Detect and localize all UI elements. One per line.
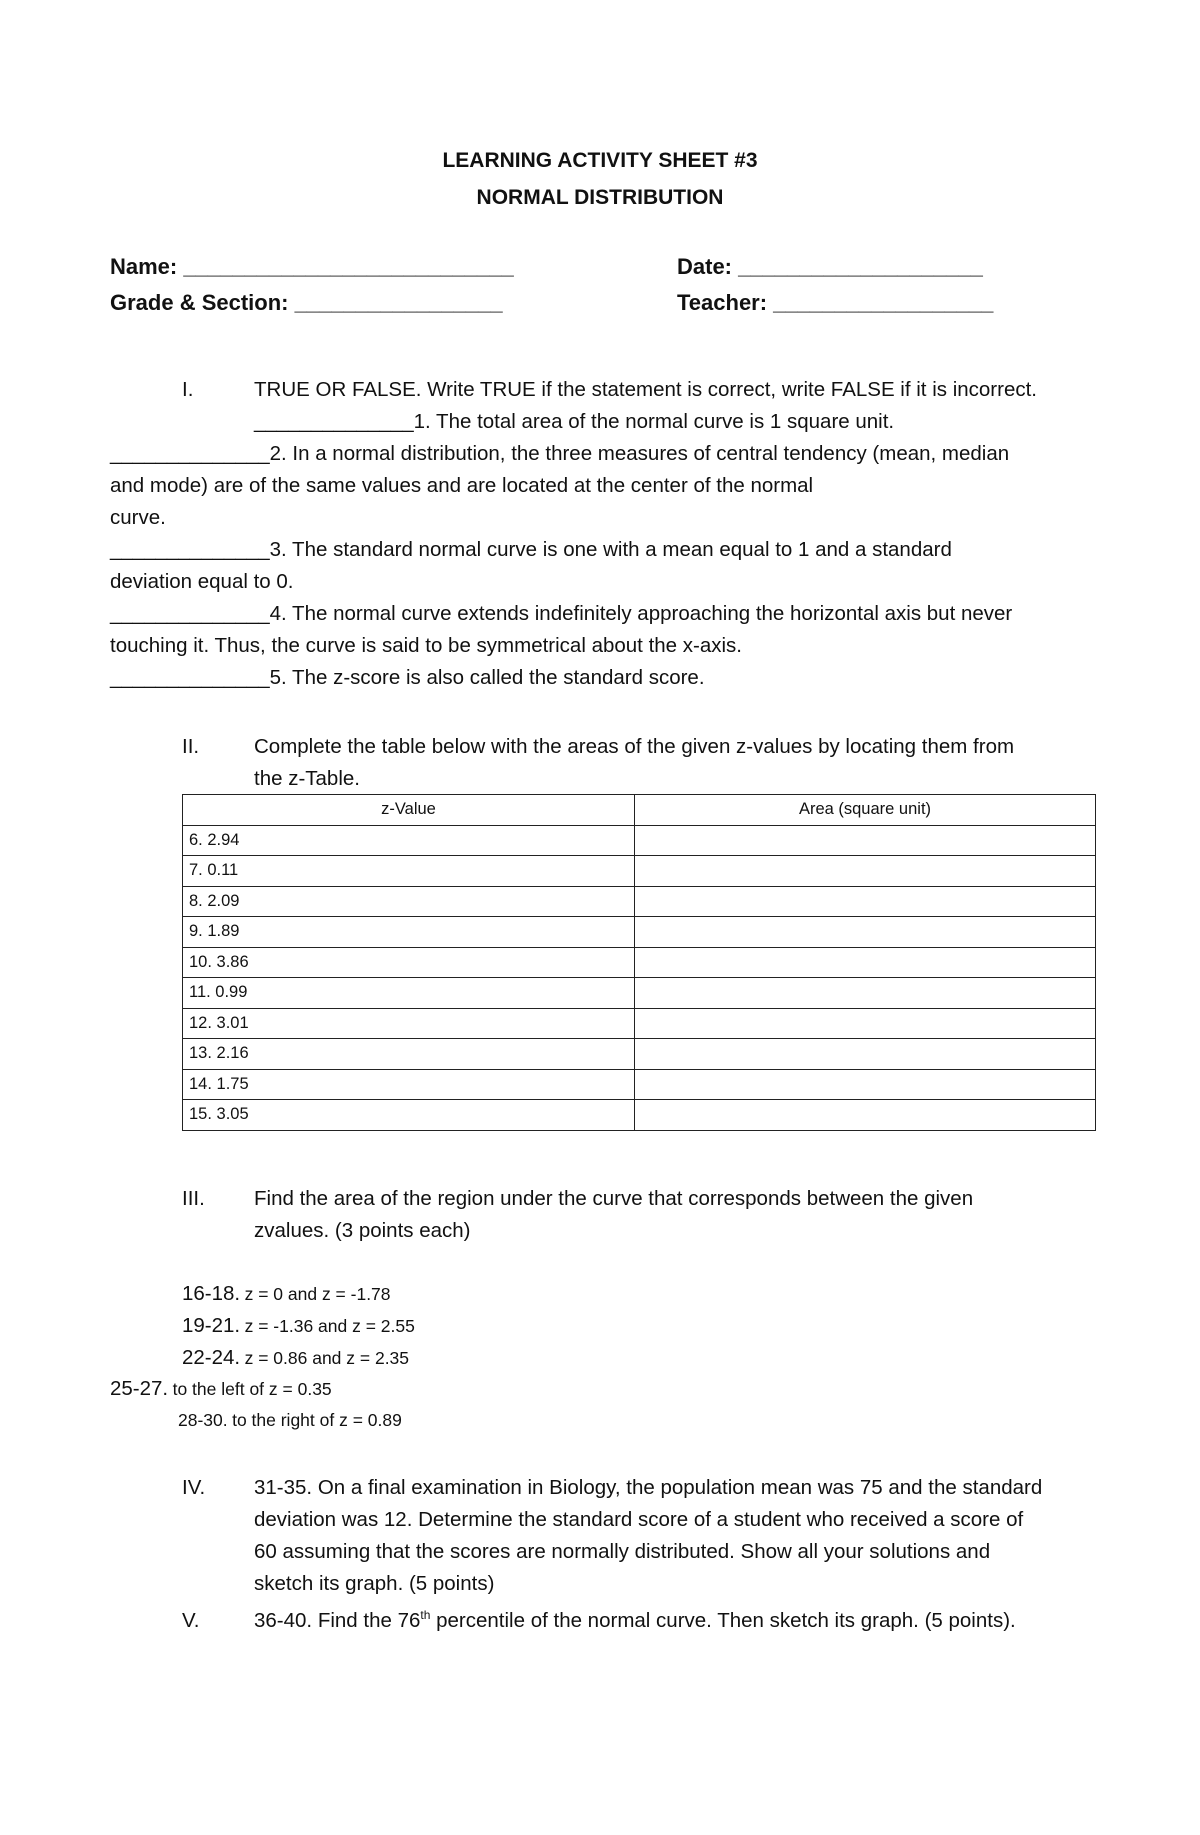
z-value-cell: 6. 2.94	[183, 825, 635, 856]
table-header-row	[183, 795, 1096, 826]
part-2-instruction-continued: the z-Table.	[254, 767, 360, 790]
part-4-text: 31-35. On a final examination in Biology, the population mean was 75 and the standard	[254, 1476, 1043, 1499]
table-row	[183, 978, 1096, 1009]
part-3-instruction-continued: zvalues. (3 points each)	[254, 1219, 471, 1242]
answer-blank: ______________	[110, 666, 270, 689]
z-value-cell: 11. 0.99	[183, 978, 635, 1009]
part-3-numeral: III.	[182, 1187, 205, 1210]
item-number: 16-18.	[182, 1282, 241, 1305]
part-2-numeral: II.	[182, 735, 200, 758]
grade-section-field: Grade & Section: _________________	[110, 290, 503, 315]
part-5-text-start: 36-40. Find the 76	[254, 1609, 421, 1632]
list-item	[182, 1348, 409, 1369]
item-text: z = -1.36 and z = 2.55	[244, 1316, 415, 1336]
statement-text: 1. The total area of the normal curve is 1 square unit.	[413, 410, 895, 433]
z-value-table	[182, 794, 1096, 1131]
z-value-cell: 12. 3.01	[183, 1008, 635, 1039]
list-item	[182, 1316, 415, 1337]
part-5-numeral: V.	[182, 1609, 200, 1632]
area-cell[interactable]	[635, 886, 1096, 917]
item-number: 22-24.	[182, 1346, 241, 1369]
table-row	[183, 825, 1096, 856]
area-cell[interactable]	[635, 947, 1096, 978]
z-value-cell: 8. 2.09	[183, 886, 635, 917]
item-text: to the left of z = 0.35	[172, 1379, 332, 1399]
table-row	[183, 1039, 1096, 1070]
part-5-text-end: percentile of the normal curve. Then sketch its graph. (5 points).	[430, 1609, 1016, 1632]
list-item	[110, 668, 705, 689]
z-value-cell: 9. 1.89	[183, 917, 635, 948]
table-row	[183, 1008, 1096, 1039]
z-value-cell: 10. 3.86	[183, 947, 635, 978]
worksheet-subtitle: NORMAL DISTRIBUTION	[476, 186, 724, 209]
z-value-cell: 7. 0.11	[183, 856, 635, 887]
statement-text: 5. The z-score is also called the standard score.	[269, 666, 705, 689]
answer-blank: ______________	[254, 410, 414, 433]
part-4-text: 60 assuming that the scores are normally distributed. Show all your solutions and	[254, 1540, 991, 1563]
part-1-instruction: TRUE OR FALSE. Write TRUE if the statement is correct, write FALSE if it is incorrect.	[254, 378, 1038, 401]
item-number: 19-21.	[182, 1314, 241, 1337]
statement-text: 2. In a normal distribution, the three measures of central tendency (mean, median	[269, 442, 1010, 465]
statement-text-continued: and mode) are of the same values and are located at the center of the normal	[110, 474, 814, 497]
list-item	[110, 1379, 332, 1400]
answer-blank: ______________	[110, 442, 270, 465]
part-4-text: sketch its graph. (5 points)	[254, 1572, 495, 1595]
z-value-header: z-Value	[183, 795, 635, 826]
area-cell[interactable]	[635, 856, 1096, 887]
area-cell[interactable]	[635, 917, 1096, 948]
item-number: 28-30.	[178, 1410, 228, 1430]
area-cell[interactable]	[635, 1008, 1096, 1039]
part-2-instruction: Complete the table below with the areas of the given z-values by locating them from	[254, 735, 1015, 758]
teacher-field: Teacher: __________________	[677, 290, 994, 315]
worksheet-title: LEARNING ACTIVITY SHEET #3	[442, 149, 758, 172]
statement-text: 4. The normal curve extends indefinitely approaching the horizontal axis but never	[269, 602, 1013, 625]
answer-blank: ______________	[110, 538, 270, 561]
table-row	[183, 1100, 1096, 1131]
item-text: z = 0.86 and z = 2.35	[244, 1348, 410, 1368]
part-3-instruction: Find the area of the region under the curve that corresponds between the given	[254, 1187, 974, 1210]
ordinal-superscript: th	[420, 1608, 431, 1623]
item-text: z = 0 and z = -1.78	[244, 1284, 391, 1304]
table-row	[183, 947, 1096, 978]
list-item	[110, 444, 1009, 465]
list-item	[254, 412, 894, 433]
statement-text: 3. The standard normal curve is one with a mean equal to 1 and a standard	[269, 538, 952, 561]
area-cell[interactable]	[635, 978, 1096, 1009]
part-4-numeral: IV.	[182, 1476, 206, 1499]
list-item	[110, 604, 1012, 625]
table-row	[183, 1069, 1096, 1100]
statement-text-continued: touching it. Thus, the curve is said to be symmetrical about the x-axis.	[110, 634, 742, 657]
area-cell[interactable]	[635, 825, 1096, 856]
z-value-cell: 13. 2.16	[183, 1039, 635, 1070]
item-number: 25-27.	[110, 1377, 169, 1400]
area-cell[interactable]	[635, 1039, 1096, 1070]
table-row	[183, 856, 1096, 887]
list-item	[110, 540, 952, 561]
area-cell[interactable]	[635, 1069, 1096, 1100]
statement-text-continued: deviation equal to 0.	[110, 570, 294, 593]
list-item	[182, 1284, 391, 1305]
part-1-numeral: I.	[182, 378, 194, 401]
item-text: to the right of z = 0.89	[232, 1410, 402, 1430]
table-row	[183, 886, 1096, 917]
area-header: Area (square unit)	[635, 795, 1096, 826]
answer-blank: ______________	[110, 602, 270, 625]
name-field: Name: ___________________________	[110, 254, 514, 279]
z-value-cell: 14. 1.75	[183, 1069, 635, 1100]
part-5-text	[254, 1608, 1016, 1632]
list-item	[178, 1410, 402, 1431]
part-4-text: deviation was 12. Determine the standard score of a student who received a score of	[254, 1508, 1024, 1531]
z-value-cell: 15. 3.05	[183, 1100, 635, 1131]
statement-text-continued: curve.	[110, 506, 166, 529]
table-row	[183, 917, 1096, 948]
area-cell[interactable]	[635, 1100, 1096, 1131]
date-field: Date: ____________________	[677, 254, 983, 279]
